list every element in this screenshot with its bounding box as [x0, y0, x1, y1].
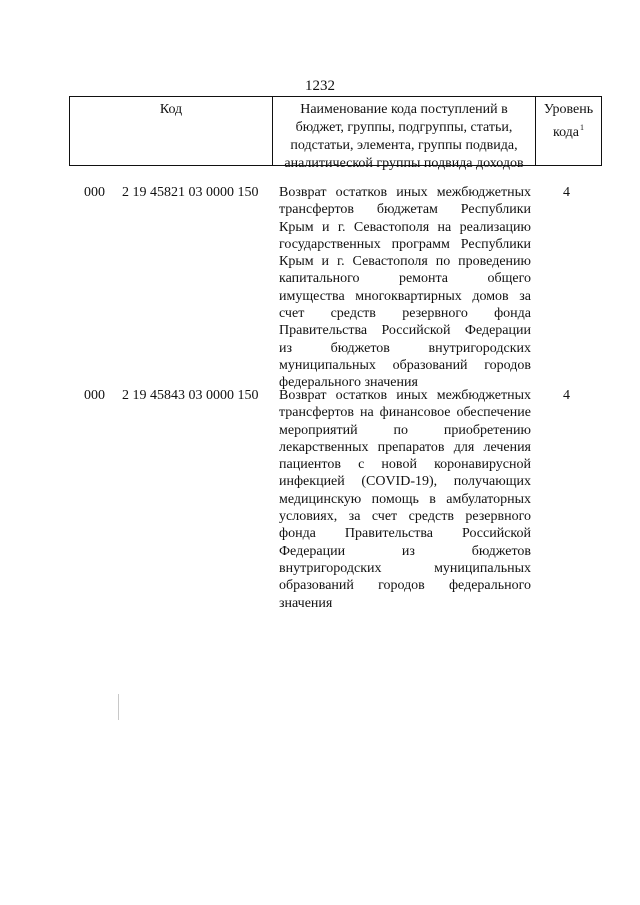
header-level-cell — [535, 96, 602, 166]
revenue-name-line: Крым и г. Севастополя по проведению — [279, 254, 531, 270]
header-name-line: подстатьи, элемента, группы подвида, — [290, 138, 518, 153]
revenue-name-line: Крым и г. Севастополя на реализацию — [279, 219, 531, 235]
revenue-name-line: федерального значения — [279, 375, 418, 391]
revenue-name-line: Правительства Российской Федерации — [279, 323, 531, 339]
revenue-name-line: трансфертов на финансовое обеспечение — [279, 405, 531, 421]
revenue-name-line: образований городов федерального — [279, 578, 531, 594]
revenue-name-line: мероприятий по приобретению — [279, 422, 531, 438]
revenue-name-line: медицинскую помощь в амбулаторных — [279, 491, 531, 507]
scan-mark — [118, 694, 119, 720]
header-level-label: Уровень — [543, 102, 594, 117]
revenue-name-line: внутригородских муниципальных — [279, 560, 531, 576]
revenue-name-line: государственных программ Республики — [279, 236, 531, 252]
revenue-name-line: Возврат остатков иных межбюджетных — [279, 185, 531, 200]
code-level: 4 — [563, 185, 570, 200]
revenue-name-line: инфекцией (COVID-19), получающих — [279, 474, 531, 490]
revenue-name-line: лекарственных препаратов для лечения — [279, 439, 531, 455]
revenue-code: 2 19 45843 03 0000 150 — [122, 388, 259, 403]
header-name-cell — [272, 96, 536, 171]
revenue-name-line: муниципальных образований городов — [279, 357, 531, 373]
header-name-line: Наименование кода поступлений в — [300, 102, 508, 117]
revenue-name — [279, 387, 531, 612]
header-code-label: Код — [159, 102, 183, 117]
revenue-name-line: из бюджетов внутригородских — [279, 340, 531, 356]
footnote-mark: 1 — [580, 123, 585, 132]
code-prefix: 000 — [84, 185, 105, 200]
header-name-line: аналитической группы подвида доходов — [284, 156, 524, 171]
revenue-name — [279, 184, 531, 392]
revenue-name-line: имущества многоквартирных домов за — [279, 288, 531, 304]
revenue-name-line: значения — [279, 595, 333, 611]
revenue-code: 2 19 45821 03 0000 150 — [122, 185, 259, 200]
header-level-label-line2: кода$^1$ — [552, 123, 585, 140]
revenue-name-line: счет средств резервного фонда — [279, 306, 531, 322]
revenue-name-line: пациентов с новой коронавирусной — [279, 457, 531, 473]
code-prefix: 000 — [84, 388, 105, 403]
revenue-name-line: Федерации из бюджетов — [279, 543, 531, 559]
revenue-name-line: капитального ремонта общего — [279, 271, 531, 287]
revenue-name-line: фонда Правительства Российской — [279, 526, 531, 542]
code-level: 4 — [563, 388, 570, 403]
header-name-line: бюджет, группы, подгруппы, статьи, — [295, 120, 513, 135]
revenue-name-line: Возврат остатков иных межбюджетных — [279, 388, 531, 403]
page-number: 1232 — [305, 78, 335, 94]
header-code-cell — [69, 96, 273, 166]
revenue-name-line: трансфертов бюджетам Республики — [279, 202, 531, 218]
revenue-name-line: условиях, за счет средств резервного — [279, 509, 531, 525]
